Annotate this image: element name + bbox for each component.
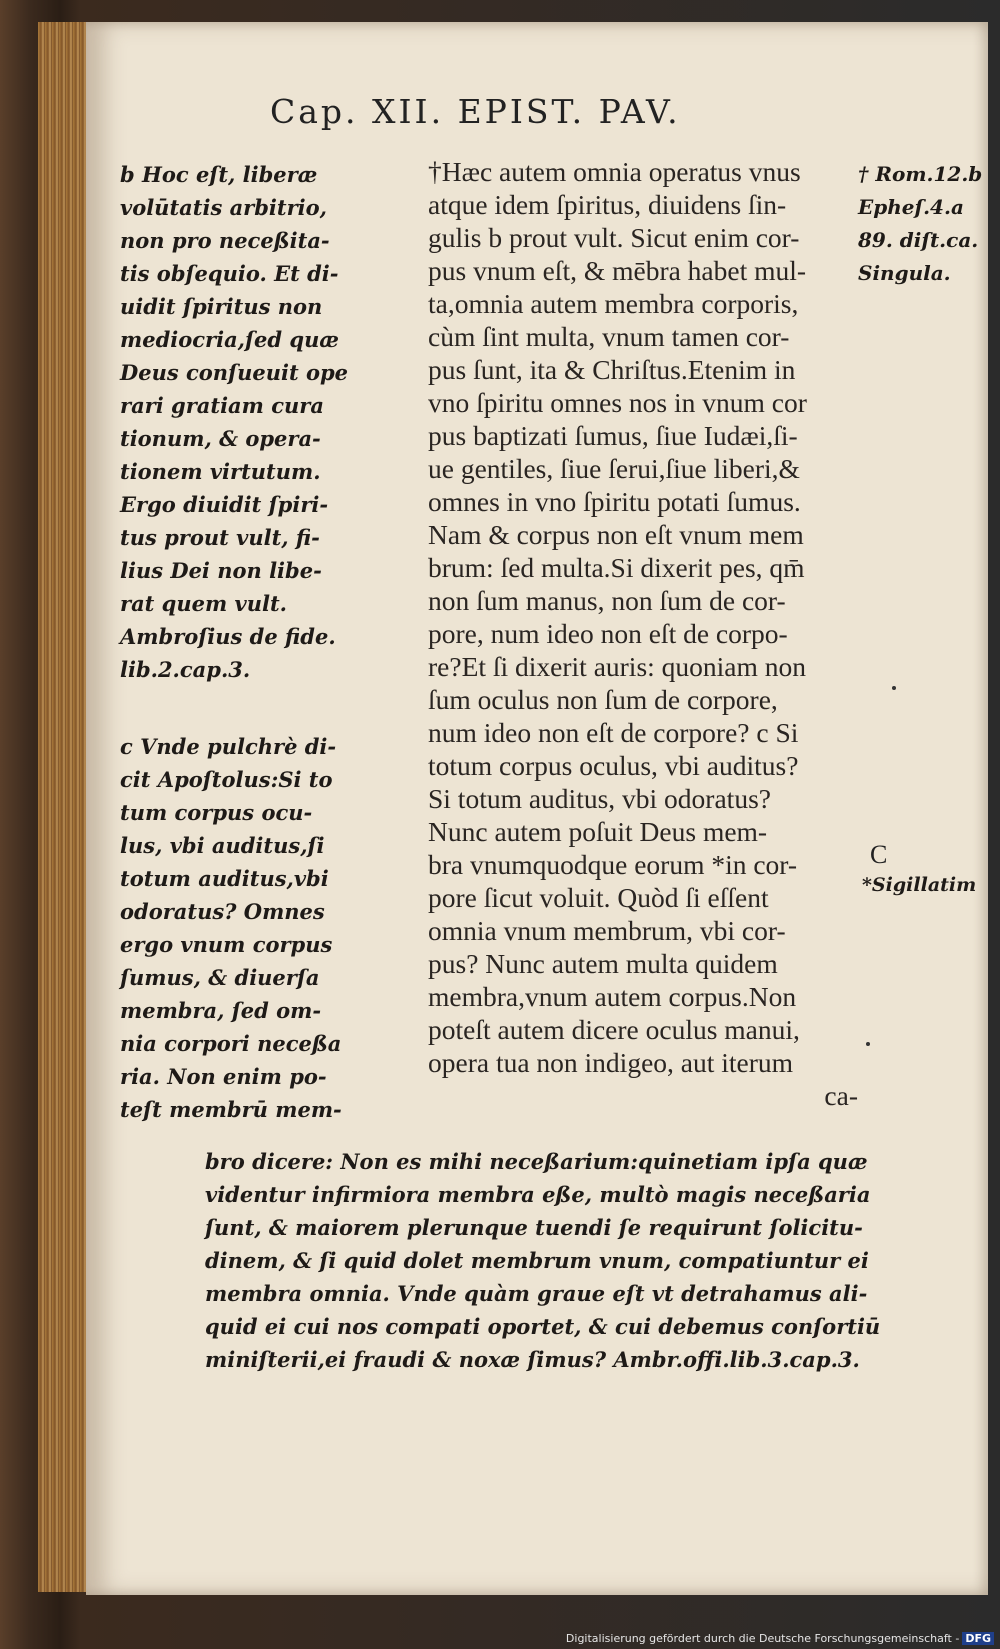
- text-line: pus ſunt, ita & Chriſtus.Etenim in: [428, 354, 796, 385]
- digitization-footer: [566, 1632, 994, 1645]
- gloss-line: nia corpori neceßa: [120, 1031, 342, 1056]
- gloss-line: cit Apoſtolus:Si to: [120, 767, 333, 792]
- dfg-logo: DFG: [962, 1632, 994, 1645]
- book-page-edges: [38, 22, 88, 1592]
- gloss-line: non pro neceßita-: [120, 228, 330, 253]
- text-line: ue gentiles, ſiue ſerui,ſiue liberi,&: [428, 453, 800, 484]
- gloss-line: volūtatis arbitrio,: [120, 195, 327, 220]
- gloss-line: rat quem vult.: [120, 591, 287, 616]
- gloss-line: ſumus, & diuerſa: [120, 965, 320, 990]
- gloss-line: lib.2.cap.3.: [120, 657, 251, 682]
- text-line: cùm ſint multa, vnum tamen cor-: [428, 321, 790, 352]
- gloss-line: mediocria,ſed quæ: [120, 327, 339, 352]
- text-line: opera tua non indigeo, aut iterum: [428, 1047, 794, 1078]
- gloss-line: totum auditus,vbi: [120, 866, 329, 891]
- margin-reference: Epheſ.4.a: [858, 195, 964, 219]
- gloss-line: tionem virtutum.: [120, 459, 321, 484]
- text-line: Nam & corpus non eſt vnum mem: [428, 519, 804, 550]
- gloss-line: membra, ſed om-: [120, 998, 322, 1023]
- gloss-line: tus prout vult, fi-: [120, 525, 320, 550]
- text-line: pus? Nunc autem multa quidem: [428, 948, 778, 979]
- text-line: re?Et ſi dixerit auris: quoniam non: [428, 651, 807, 682]
- text-line: non ſum manus, non ſum de cor-: [428, 585, 786, 616]
- ink-dot: [892, 686, 896, 690]
- text-line: pus baptizati ſumus, ſiue Iudæi,ſi-: [428, 420, 798, 451]
- margin-reference: Singula.: [858, 261, 951, 285]
- text-line: vno ſpiritu omnes nos in vnum cor: [428, 387, 807, 418]
- gloss-line: b Hoc eſt, liberæ: [120, 162, 318, 187]
- gloss-line: membra omnia. Vnde quàm graue eſt vt detrahamus ali-: [205, 1281, 868, 1306]
- gloss-line: Ergo diuidit ſpiri-: [120, 492, 329, 517]
- gloss-line: odoratus? Omnes: [120, 899, 325, 924]
- text-line: atque idem ſpiritus, diuidens ſin-: [428, 189, 787, 220]
- bottom-gloss: [205, 1145, 881, 1376]
- gloss-line: ergo vnum corpus: [120, 932, 333, 957]
- margin-reference: † Rom.12.b: [858, 162, 983, 186]
- gloss-line: dinem, & ſi quid dolet membrum vnum, compatiuntur ei: [205, 1248, 869, 1273]
- text-line: totum corpus oculus, vbi auditus?: [428, 750, 799, 781]
- ink-dot: [866, 1042, 870, 1046]
- running-head: Cap. XII. EPIST. PAV.: [270, 92, 681, 131]
- text-line: gulis b prout vult. Sicut enim cor-: [428, 222, 800, 253]
- gloss-line: tis obſequio. Et di-: [120, 261, 339, 286]
- gloss-line: videntur infirmiora membra eßе, multò magis neceßaria: [205, 1182, 871, 1207]
- text-line: Nunc autem poſuit Deus mem-: [428, 816, 768, 847]
- text-line: ſum oculus non ſum de corpore,: [428, 684, 778, 715]
- gloss-line: ſunt, & maiorem plerunque tuendi ſe requirunt ſolicitu-: [205, 1215, 863, 1240]
- text-line: omnes in vno ſpiritu potati ſumus.: [428, 486, 801, 517]
- text-line: membra,vnum autem corpus.Non: [428, 981, 797, 1012]
- text-line: pus vnum eſt, & mēbra habet mul-: [428, 255, 807, 286]
- gloss-line: bro dicere: Non es mihi neceßarium:quinetiam ipſa quæ: [205, 1149, 868, 1174]
- margin-references: [858, 158, 998, 290]
- catchword: ca-: [824, 1080, 858, 1111]
- text-line: ta,omnia autem membra corporis,: [428, 288, 799, 319]
- text-line: omnia vnum membrum, vbi cor-: [428, 915, 786, 946]
- gloss-line: c Vnde pulchrè di-: [120, 734, 337, 759]
- gloss-line: lus, vbi auditus,ſi: [120, 833, 325, 858]
- text-line: Si totum auditus, vbi odoratus?: [428, 783, 771, 814]
- footer-text: Digitalisierung gefördert durch die Deutsche Forschungsgemeinschaft -: [565, 1632, 960, 1645]
- text-line: num ideo non eſt de corpore? c Si: [428, 717, 799, 748]
- gloss-line: rari gratiam cura: [120, 393, 324, 418]
- text-line: pore, num ideo non eſt de corpo-: [428, 618, 788, 649]
- gloss-line: Ambroſius de fide.: [120, 624, 336, 649]
- margin-c-letter: C: [870, 840, 888, 869]
- gloss-line: uidit ſpiritus non: [120, 294, 323, 319]
- text-line: †Hæc autem omnia operatus vnus: [428, 156, 801, 187]
- text-line: poteſt autem dicere oculus manui,: [428, 1014, 800, 1045]
- text-line: pore ſicut voluit. Quòd ſi eſſent: [428, 882, 769, 913]
- gloss-line: miniſterii,ei fraudi & noxæ ſimus? Ambr.offi.lib.3.cap.3.: [205, 1347, 860, 1372]
- gloss-line: lius Dei non libe-: [120, 558, 322, 583]
- gloss-line: teſt membrū mem-: [120, 1097, 342, 1122]
- gloss-line: tionum, & opera-: [120, 426, 321, 451]
- gloss-line: tum corpus ocu-: [120, 800, 313, 825]
- gloss-line: ria. Non enim po-: [120, 1064, 327, 1089]
- gloss-b-column: [120, 158, 420, 686]
- margin-sigillatim-note: *Sigillatim: [862, 874, 977, 896]
- text-line: brum: ſed multa.Si dixerit pes, qm̄: [428, 552, 805, 583]
- gloss-c-column: [120, 730, 420, 1126]
- margin-reference: 89. diſt.ca.: [858, 228, 979, 252]
- main-text-column: [428, 155, 858, 1112]
- text-line: bra vnumquodque eorum *in cor-: [428, 849, 798, 880]
- gloss-line: Deus conſueuit ope: [120, 360, 349, 385]
- gloss-line: quid ei cui nos compati oportet, & cui debemus conſortiū: [205, 1314, 881, 1339]
